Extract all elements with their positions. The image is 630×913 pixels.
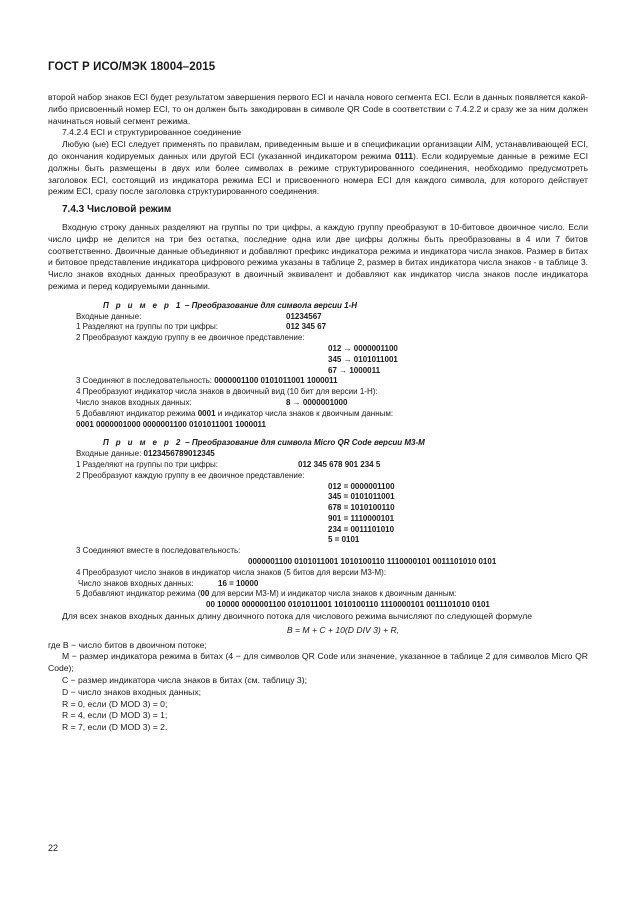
ex2-count-value: 16 = 10000 xyxy=(218,578,259,588)
ex1-step4-label: 4 Преобразуют индикатор числа знаков в двоичный вид (10 бит для версии 1-H): xyxy=(76,387,378,397)
ex2-input-value: 0123456789012345 xyxy=(143,449,215,459)
ex2-count-label: Число знаков входных данных: xyxy=(78,578,194,588)
page-number: 22 xyxy=(48,843,59,853)
example-1 xyxy=(48,301,588,431)
paragraph-eci-structured xyxy=(48,139,588,198)
ex2-input-label: Входные данные: xyxy=(76,449,142,459)
formula-bitstream-length: B = M + C + 10(D DIV 3) + R, xyxy=(286,624,400,635)
ex2-step4-label: 4 Преобразуют число знаков в индикатор числа знаков (5 битов для версии M3-M): xyxy=(76,567,387,577)
ex2-conv-row: 678 = 1010100110 xyxy=(328,503,395,513)
ex1-conv-row: 345 → 0101011001 xyxy=(328,354,398,364)
paragraph-numeric-mode: Входную строку данных разделяют на группы по три цифры, а каждую группу преобразуют в 10-битовое двоичное число. Если число цифр не делится на три без остатка, последние одна или две цифры должны быть преобразованы в 4 или 7 битов соответственно. Двоичные данные объединяют и добавляют префикс индикатора режима и индикатора числа знаков. Размер в битах и битовое представление индикатора цифрового режима указаны в таблице 2, размер в битах индикатора числа знаков - в таблице 3. Число знаков входных данных преобразуют в двоичный эквивалент и добавляют как индикатор числа знаков после индикатора режима и перед кодируемыми данными. xyxy=(48,221,588,291)
text-segment: 5 Добавляют индикатор режима ( xyxy=(76,589,201,599)
definition-c: C − размер индикатора числа знаков в битах (см. таблицу 3); xyxy=(62,675,307,686)
ex1-step2-label: 2 Преобразуют каждую группу в ее двоичное представление: xyxy=(76,333,305,343)
example-1-label: П р и м е р 1 xyxy=(103,300,183,310)
definition-m: M − размер индикатора режима в битах (4 − для символов QR Code или значение, указанное в таблице 2 для символов Micro QR Code); xyxy=(48,651,588,674)
ex2-conv-row: 901 = 1110000101 xyxy=(328,513,395,523)
example-2-label: П р и м е р 2 xyxy=(103,438,183,448)
ex2-conv-row: 5 = 0101 xyxy=(328,535,360,545)
text-segment: для версии M3-M) и индикатор числа знаков к двоичным данным: xyxy=(209,589,457,599)
ex2-step2-label: 2 Преобразуют каждую группу в ее двоичное представление: xyxy=(76,470,305,480)
text-segment: 5 Добавляют индикатор режима xyxy=(76,408,198,418)
example-1-title: – Преобразование для символа версии 1-H xyxy=(182,300,358,310)
example-2 xyxy=(48,438,588,611)
ex1-input-value: 01234567 xyxy=(286,311,322,321)
ex1-step3-label: 3 Соединяют в последовательность: xyxy=(76,376,215,386)
ex2-conv-row: 345 = 0101011001 xyxy=(328,492,395,502)
ex1-count-label: Число знаков входных данных: xyxy=(76,397,192,407)
definition-r0: R = 0, если (D MOD 3) = 0; xyxy=(62,698,168,709)
text-segment: Любую (ые) ECI следует применять по правилам, приведенным выше и в спецификации организации AIM, устанавливающей ECI, до окончания кодируемых данных или другой ECI (указанной индикатором режима xyxy=(48,139,588,161)
definition-d: D − число знаков входных данных; xyxy=(62,686,202,697)
ex1-step1-value: 012 345 67 xyxy=(286,322,327,332)
ex1-count-value: 8 → 0000001000 xyxy=(286,397,348,407)
ex2-step1-label: 1 Разделяют на группы по три цифры: xyxy=(76,459,219,469)
clause-7-4-2-4-heading: 7.4.2.4 ECI и структурированное соединение xyxy=(62,127,242,138)
definition-r2: R = 7, если (D MOD 3) = 2. xyxy=(62,722,168,733)
ex1-step1-label: 1 Разделяют на группы по три цифры: xyxy=(76,322,219,332)
ex1-mode-indicator: 0001 xyxy=(197,408,216,418)
paragraph-bitstream-length: Для всех знаков входных данных длину двоичного потока для числового режима вычисляют по следующей формуле xyxy=(62,611,533,622)
ex1-result: 0001 0000001000 0000001100 0101011001 1000011 xyxy=(76,419,266,429)
example-2-title: − Преобразование для символа Micro QR Code версии M3-M xyxy=(182,438,425,448)
definition-b: где B − число битов в двоичном потоке; xyxy=(48,639,207,650)
ex1-conv-row: 012 → 0000001100 xyxy=(328,343,398,353)
ex1-step3-value: 0000001100 0101011001 1000011 xyxy=(214,376,338,386)
page-body xyxy=(48,92,588,734)
definition-r1: R = 4, если (D MOD 3) = 1; xyxy=(62,710,168,721)
page-header: ГОСТ Р ИСО/МЭК 18004–2015 xyxy=(48,61,216,73)
ex2-conv-row: 234 = 0011101010 xyxy=(328,524,395,534)
ex2-step1-value: 012 345 678 901 234 5 xyxy=(298,459,381,469)
ex2-mode-indicator: 00 xyxy=(200,589,210,599)
ex2-step3-label: 3 Соединяют вместе в последовательность: xyxy=(76,546,241,556)
ex1-conv-row: 67 → 1000011 xyxy=(328,365,381,375)
ex2-conv-row: 012 = 0000001100 xyxy=(328,481,395,491)
ex2-step3-value: 0000001100 0101011001 1010100110 1110000101 0011101010 0101 xyxy=(248,557,497,567)
mode-indicator-0111: 0111 xyxy=(394,150,413,161)
section-heading-7-4-3: 7.4.3 Числовой режим xyxy=(62,204,172,216)
ex1-input-label: Входные данные: xyxy=(76,311,142,321)
text-segment: ). Если кодируемые данные в режиме ECI должны быть размещены в двух или более символах в режиме структурированного соединения, необходимо предусмотреть заголовок ECI, состоящий из индикатора режима ECI и присвоенного номера ECI для каждого символа, для которого действует режим ECI, сразу после заголовка структурированного соединения. xyxy=(48,150,588,197)
paragraph-eci-continuation: второй набор знаков ECI будет результатом завершения первого ECI и начала нового сегмента ECI. Если в данных появляется какой-либо присвоенный номер ECI, то он должен быть закодирован в символе QR Code в соответствии с 7.4.2.2 и сразу же за ним должен начинаться новый сегмент режима. xyxy=(48,92,588,126)
ex2-result: 00 10000 0000001100 0101011001 1010100110 1110000101 0011101010 0101 xyxy=(206,600,490,610)
text-segment: и индикатор числа знаков к двоичным данным: xyxy=(215,408,394,418)
